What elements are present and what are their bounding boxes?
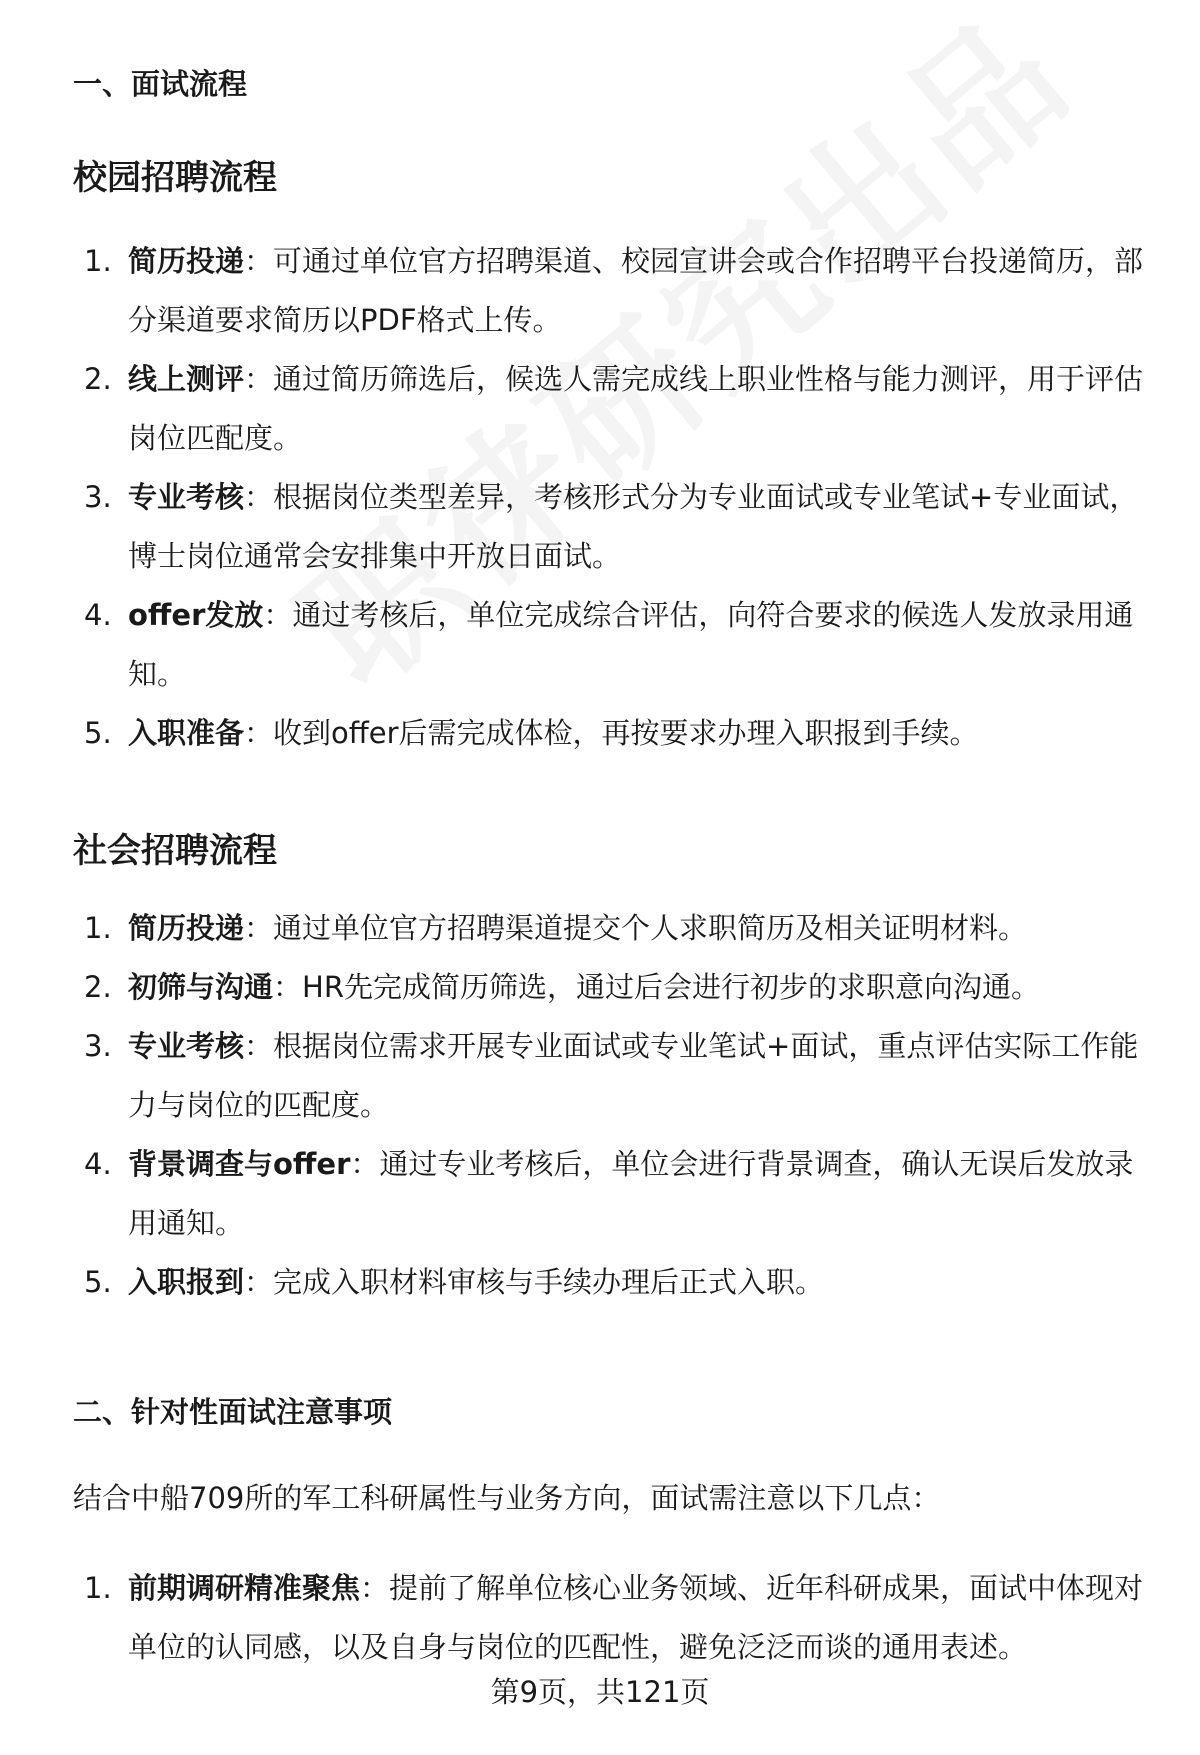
item-number: 4. [84,598,112,632]
item-text: ：根据岗位需求开展专业面试或专业笔试+面试，重点评估实际工作能力与岗位的匹配度。 [128,1029,1139,1122]
section-title-interview-notes: 二、针对性面试注意事项 [73,1395,393,1429]
item-term: offer发放 [128,598,264,632]
social-process-heading: 社会招聘流程 [73,831,277,871]
item-term: 入职报到 [128,1265,245,1299]
item-number: 3. [84,1029,112,1063]
item-number: 1. [84,1571,112,1605]
item-number: 2. [84,362,112,396]
list-item [0,704,1200,763]
list-item [0,1135,1200,1253]
item-text: ：通过专业考核后，单位会进行背景调查，确认无误后发放录用通知。 [128,1147,1134,1240]
item-text: ：通过考核后，单位完成综合评估，向符合要求的候选人发放录用通知。 [128,598,1134,691]
page-number-footer: 第9页，共121页 [490,1675,710,1709]
item-number: 2. [84,970,112,1004]
item-text: ：通过单位官方招聘渠道提交个人求职简历及相关证明材料。 [244,911,1028,945]
item-text: ：提前了解单位核心业务领域、近年科研成果，面试中体现对单位的认同感，以及自身与岗位的匹配性，避免泛泛而谈的通用表述。 [128,1571,1144,1664]
item-text: ：收到offer后需完成体检，再按要求办理入职报到手续。 [244,716,979,750]
list-item [0,232,1200,350]
item-text: ：可通过单位官方招聘渠道、校园宣讲会或合作招聘平台投递简历，部分渠道要求简历以PDF格式上传。 [128,244,1144,337]
section-title-interview-process: 一、面试流程 [73,67,248,101]
item-term: 背景调查与offer [128,1147,351,1181]
notes-list [0,1559,1200,1677]
social-process-list [0,899,1200,1312]
campus-process-heading: 校园招聘流程 [73,158,277,198]
item-number: 5. [84,1265,112,1299]
item-number: 1. [84,911,112,945]
item-term: 专业考核 [128,480,245,514]
item-term: 初筛与沟通 [128,970,274,1004]
item-text: ：根据岗位类型差异，考核形式分为专业面试或专业笔试+专业面试，博士岗位通常会安排集中开放日面试。 [128,480,1139,573]
item-term: 入职准备 [128,716,245,750]
item-text: ：HR先完成简历筛选，通过后会进行初步的求职意向沟通。 [273,970,1040,1004]
item-term: 线上测评 [128,362,245,396]
list-item [0,1253,1200,1312]
item-text: ：通过简历筛选后，候选人需完成线上职业性格与能力测评，用于评估岗位匹配度。 [128,362,1144,455]
item-text: ：完成入职材料审核与手续办理后正式入职。 [244,1265,825,1299]
list-item [0,899,1200,958]
list-item [0,586,1200,704]
list-item [0,1559,1200,1677]
list-item [0,468,1200,586]
item-number: 1. [84,244,112,278]
item-term: 简历投递 [128,244,245,278]
item-term: 简历投递 [128,911,245,945]
list-item [0,958,1200,1017]
intro-paragraph: 结合中船709所的军工科研属性与业务方向，面试需注意以下几点： [73,1481,941,1515]
item-number: 3. [84,480,112,514]
list-item [0,1017,1200,1135]
list-item [0,350,1200,468]
campus-process-list [0,232,1200,763]
item-number: 4. [84,1147,112,1181]
item-number: 5. [84,716,112,750]
item-term: 前期调研精准聚焦 [128,1571,361,1605]
item-term: 专业考核 [128,1029,245,1063]
